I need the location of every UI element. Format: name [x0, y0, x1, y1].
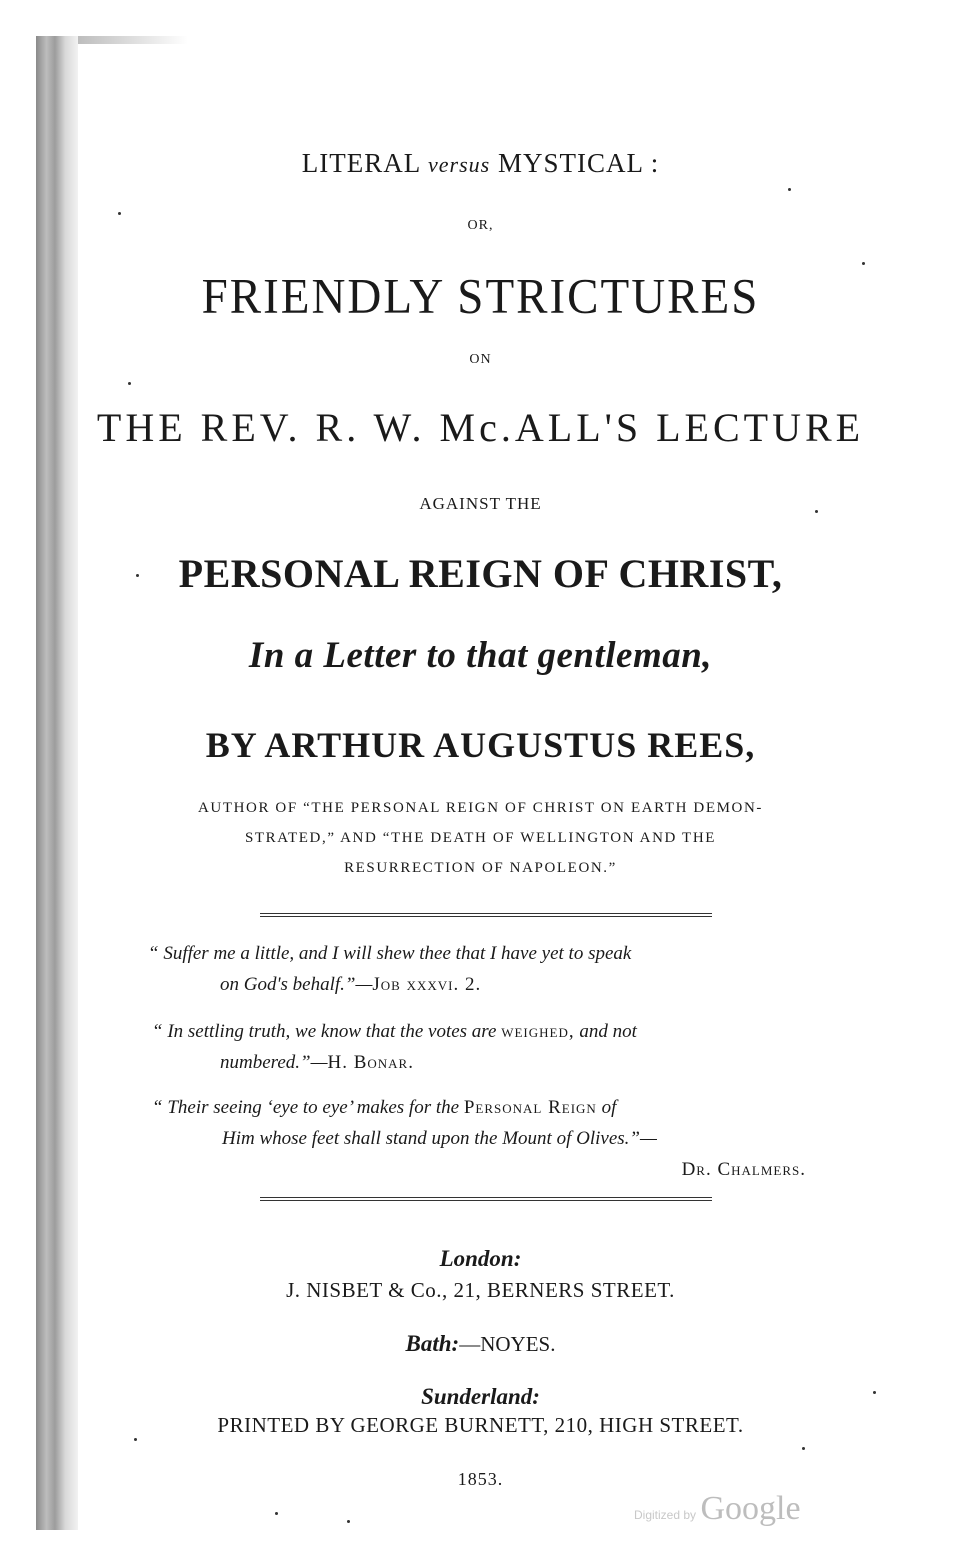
print-speck	[873, 1391, 876, 1394]
title-on: ON	[469, 352, 492, 367]
print-speck	[134, 1438, 137, 1441]
digitized-watermark	[634, 1490, 801, 1528]
print-speck	[128, 382, 131, 385]
binding-shadow	[78, 36, 188, 44]
imprint-bath-line	[0, 1331, 961, 1357]
print-speck	[347, 1520, 350, 1523]
epigraph-2-text-a: “ In settling truth, we know that the votes are	[152, 1021, 497, 1042]
epigraph-2-emphasis: weighed,	[501, 1021, 575, 1042]
print-speck	[802, 1447, 805, 1450]
imprint-publisher-bath: —NOYES.	[459, 1332, 556, 1356]
title-letter: In a Letter to that gentleman,	[248, 635, 713, 676]
title-or: OR,	[467, 218, 494, 233]
title-line-1	[0, 148, 961, 179]
epigraph-2-line-1	[152, 1021, 637, 1043]
title-against: AGAINST THE	[419, 494, 542, 513]
title-lecture: THE REV. R. W. Mc.ALL'S LECTURE	[96, 405, 865, 450]
main-title: FRIENDLY STRICTURES	[201, 269, 760, 325]
imprint-year: 1853.	[457, 1469, 504, 1489]
imprint-city-london: London:	[439, 1246, 522, 1271]
epigraph-1-line-2	[220, 974, 481, 996]
epigraph-3-line-2: Him whose feet shall stand upon the Mount of Olives.”—	[222, 1128, 657, 1149]
epigraph-3-source: Dr. Chalmers.	[681, 1159, 806, 1180]
double-rule-bottom	[260, 1197, 712, 1201]
print-speck	[118, 212, 121, 215]
print-speck	[815, 510, 818, 513]
double-rule-top	[260, 913, 712, 917]
epigraph-2-source: H. Bonar.	[327, 1052, 414, 1073]
print-speck	[862, 262, 865, 265]
epigraph-1-line-1: “ Suffer me a little, and I will shew thee that I have yet to speak	[148, 943, 632, 964]
epigraph-2-text-b: and not	[579, 1021, 637, 1042]
author-line: BY ARTHUR AUGUSTUS REES,	[205, 725, 756, 765]
epigraph-1-source: Job xxxvi. 2.	[372, 974, 482, 995]
print-speck	[788, 188, 791, 191]
imprint-printer: PRINTED BY GEORGE BURNETT, 210, HIGH STREET.	[217, 1413, 744, 1437]
watermark-brand-logo: Google	[700, 1490, 801, 1527]
author-credits-line-2: STRATED,” AND “THE DEATH OF WELLINGTON AND THE	[244, 830, 717, 846]
imprint-city-bath: Bath:	[405, 1331, 460, 1356]
epigraph-3-emphasis: Personal Reign	[463, 1097, 597, 1118]
title-literal: LITERAL	[301, 148, 421, 178]
epigraph-1-text: on God's behalf.”—	[220, 974, 373, 995]
author-credits-line-3: RESURRECTION OF NAPOLEON.”	[344, 860, 617, 876]
imprint-city-sunderland: Sunderland:	[421, 1384, 540, 1409]
watermark-prefix: Digitized by	[634, 1508, 697, 1522]
imprint-publisher-london: J. NISBET & Co., 21, BERNERS STREET.	[286, 1278, 675, 1302]
title-mystical: MYSTICAL :	[497, 148, 660, 178]
title-versus: versus	[427, 152, 491, 177]
epigraph-3-text-a: “ Their seeing ‘eye to eye’ makes for the	[152, 1097, 460, 1118]
epigraph-3-line-1	[152, 1097, 616, 1119]
book-binding-edge	[36, 36, 78, 1530]
author-credits-line-1: AUTHOR OF “THE PERSONAL REIGN OF CHRIST ON EARTH DEMON-	[197, 800, 764, 816]
print-speck	[136, 574, 139, 577]
epigraph-2-text-c: numbered.”—	[220, 1052, 328, 1073]
print-speck	[275, 1512, 278, 1515]
title-subject: PERSONAL REIGN OF CHRIST,	[178, 551, 783, 596]
epigraph-2-line-2	[220, 1052, 414, 1074]
epigraph-3-text-b: of	[601, 1097, 617, 1118]
